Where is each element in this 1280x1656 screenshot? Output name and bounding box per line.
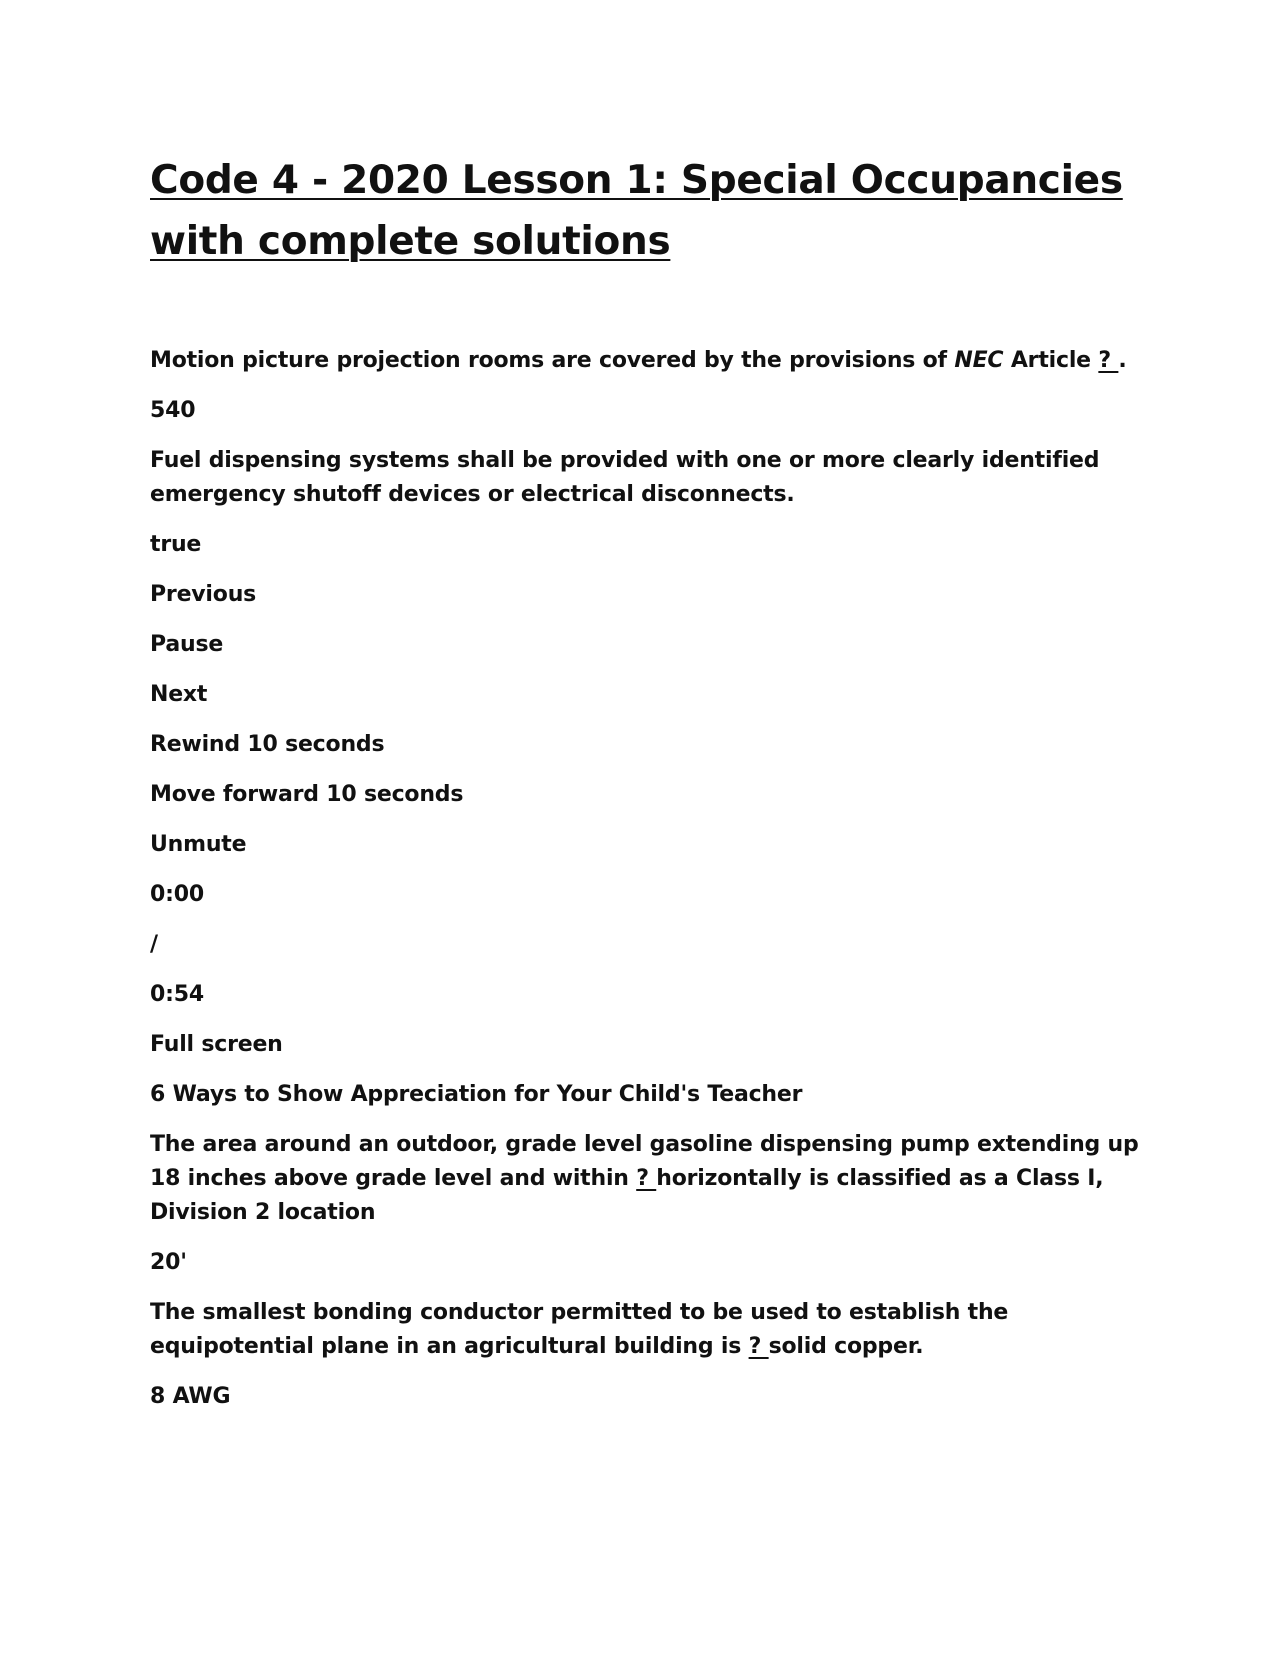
answer-1: 540 — [150, 398, 196, 423]
time-separator: / — [150, 932, 158, 957]
video-title[interactable]: 6 Ways to Show Appreciation for Your Child's Teacher — [150, 1082, 803, 1107]
question-3-text-before: The area around an outdoor, grade level gasoline dispensing pump extending up 18 inches above grade level and within — [150, 1132, 1139, 1191]
question-1 — [150, 344, 1140, 378]
question-1-text-mid: Article — [1003, 348, 1099, 373]
unmute-button[interactable]: Unmute — [150, 832, 247, 857]
question-4-text-after: solid copper. — [768, 1334, 924, 1359]
question-2: Fuel dispensing systems shall be provided with one or more clearly identified emergency shutoff devices or electrical disconnects. — [150, 448, 1100, 507]
question-1-blank: ? — [1098, 348, 1119, 373]
question-4-blank: ? — [748, 1334, 769, 1359]
answer-3: 20' — [150, 1250, 187, 1275]
fullscreen-button[interactable]: Full screen — [150, 1032, 283, 1057]
question-3-blank: ? — [636, 1166, 657, 1191]
duration: 0:54 — [150, 982, 204, 1007]
answer-4: 8 AWG — [150, 1384, 231, 1409]
document-content — [150, 344, 1140, 1414]
next-button[interactable]: Next — [150, 682, 208, 707]
page-title: Code 4 - 2020 Lesson 1: Special Occupancies with complete solutions — [150, 158, 1123, 264]
question-1-text-after: . — [1118, 348, 1127, 373]
question-1-text-before: Motion picture projection rooms are covered by the provisions of — [150, 348, 955, 373]
question-3-text-after: horizontally is classified as a Class I, Division 2 location — [150, 1166, 1104, 1225]
pause-button[interactable]: Pause — [150, 632, 224, 657]
previous-button[interactable]: Previous — [150, 582, 257, 607]
forward-button[interactable]: Move forward 10 seconds — [150, 782, 464, 807]
document-page — [150, 150, 1140, 1430]
question-4-text-before: The smallest bonding conductor permitted to be used to establish the equipotential plane in an agricultural building is — [150, 1300, 1009, 1359]
rewind-button[interactable]: Rewind 10 seconds — [150, 732, 385, 757]
question-3 — [150, 1128, 1140, 1230]
question-1-italic: NEC — [954, 348, 1004, 373]
current-time: 0:00 — [150, 882, 204, 907]
answer-2: true — [150, 532, 202, 557]
question-4 — [150, 1296, 1140, 1364]
